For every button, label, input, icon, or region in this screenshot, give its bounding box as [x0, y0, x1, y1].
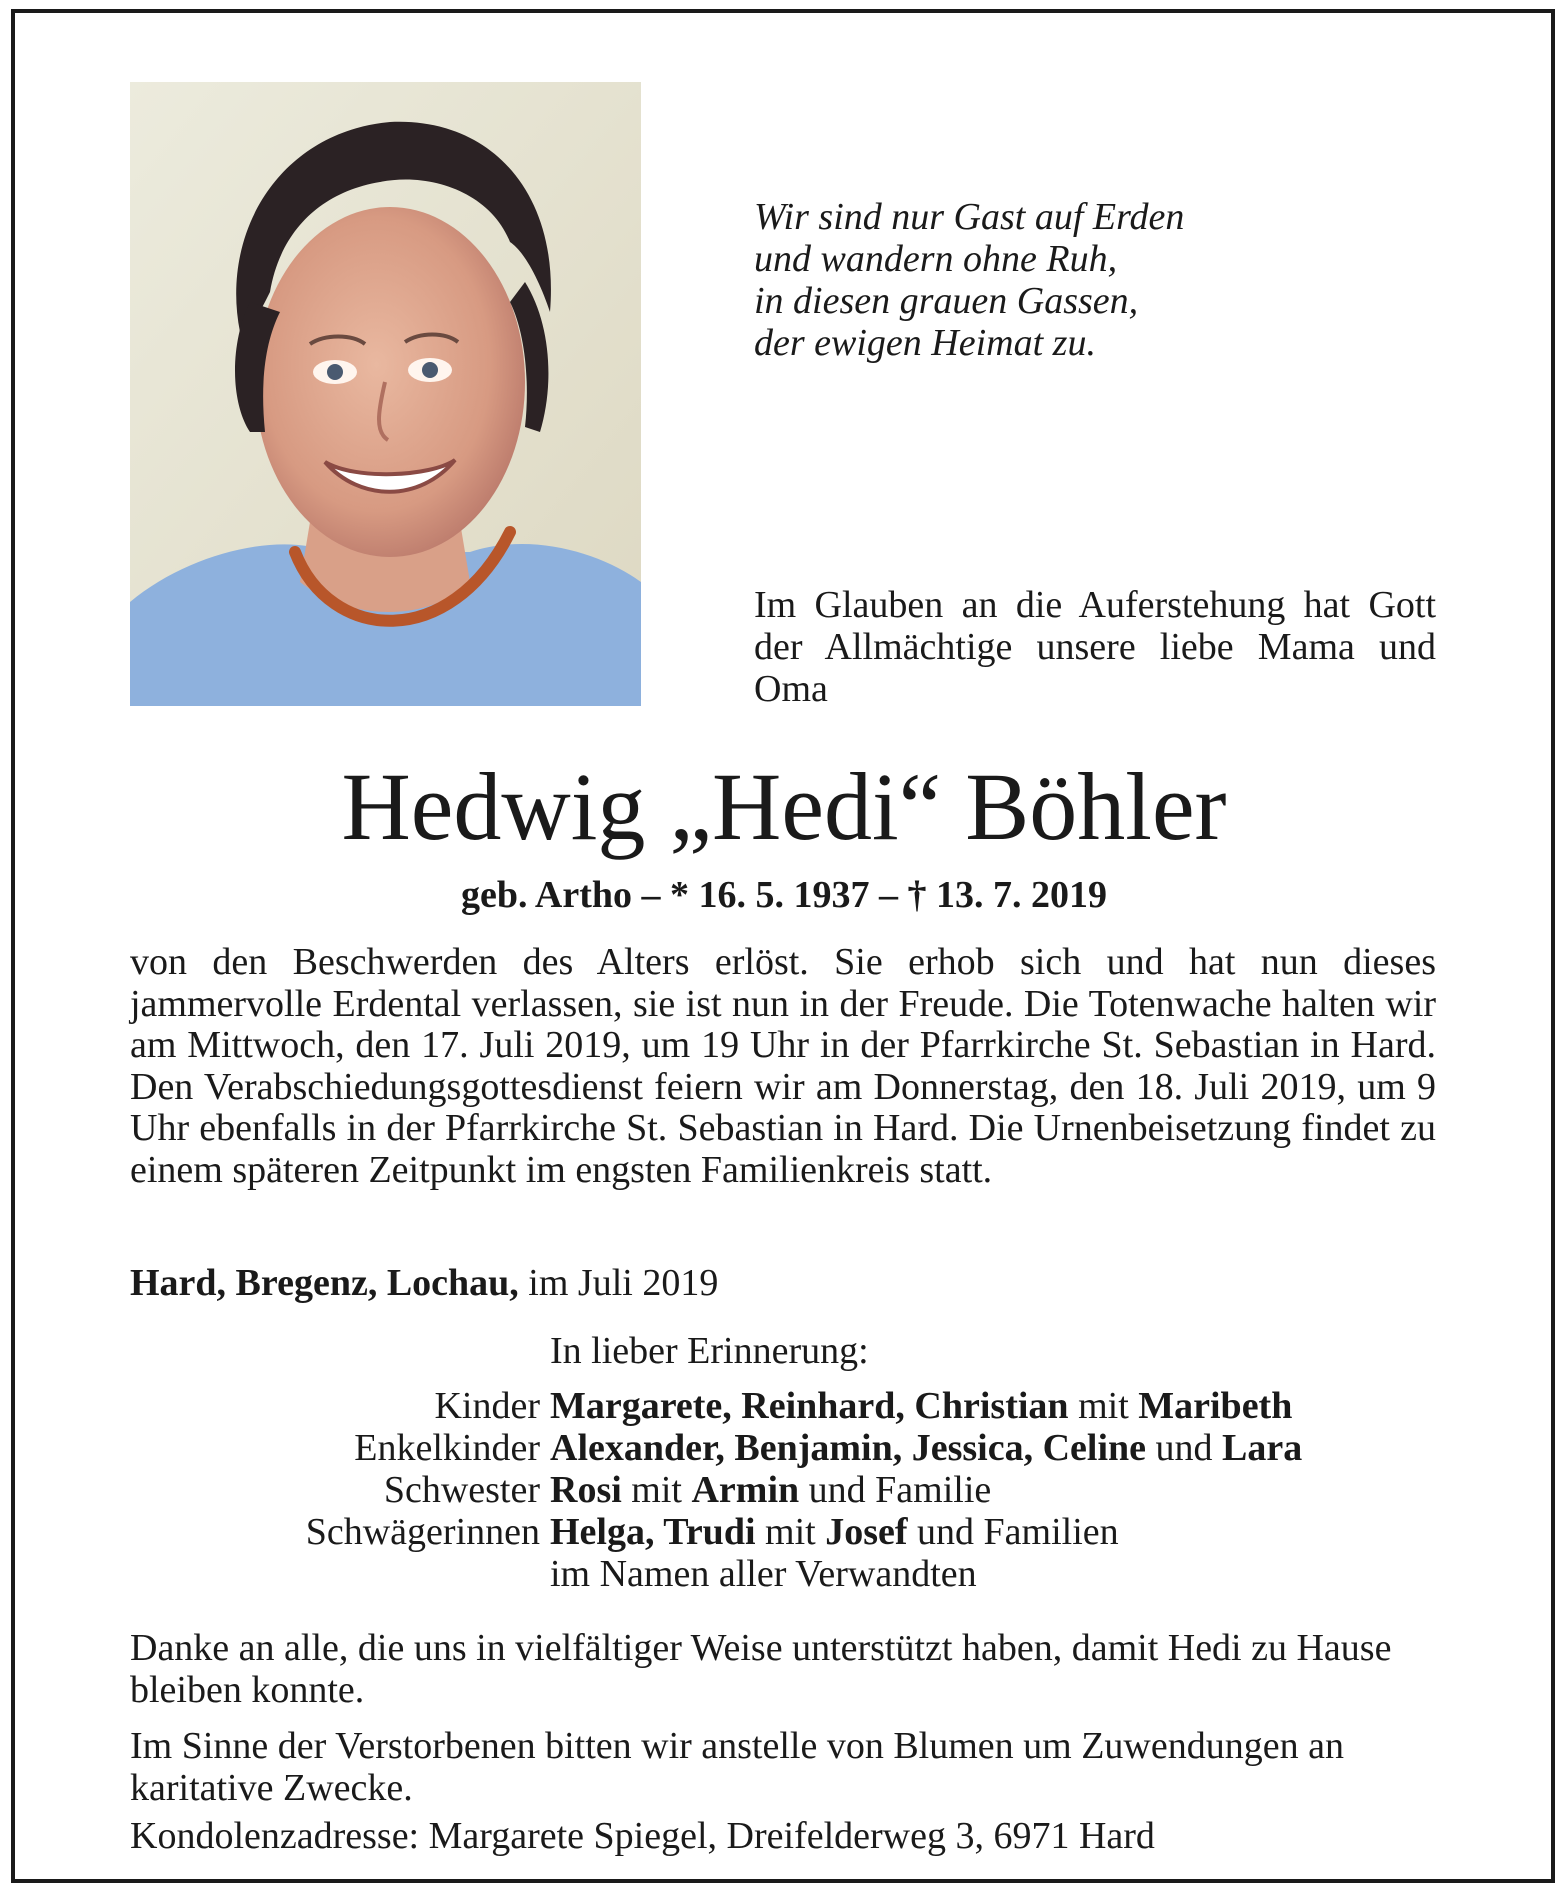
place-towns: Hard, Bregenz, Lochau,: [130, 1262, 519, 1304]
deceased-name: Hedwig „Hedi“ Böhler: [341, 753, 1227, 860]
relative-row: [130, 1511, 1460, 1553]
place-date-line: [130, 1262, 718, 1304]
relative-label: [130, 1553, 550, 1595]
place-date: im Juli 2019: [528, 1262, 719, 1304]
donation-text: Im Sinne der Verstorbenen bitten wir anstelle von Blumen um Zuwendungen an karitative Zwecke.: [130, 1725, 1344, 1809]
thanks-text: Danke an alle, die uns in vielfältiger Weise unterstützt haben, damit Hedi zu Hause bleiben konnte.: [130, 1627, 1392, 1711]
relative-names: [550, 1553, 977, 1595]
relative-name: Margarete, Reinhard, Christian: [550, 1385, 1069, 1427]
condolence-address: Kondolenzadresse: Margarete Spiegel, Dreifelderweg 3, 6971 Hard: [130, 1815, 1155, 1857]
relative-connector: mit: [755, 1511, 826, 1553]
poem-line: und wandern ohne Ruh,: [754, 238, 1118, 280]
relative-names: [550, 1385, 1292, 1427]
intro-text: Im Glauben an die Auferstehung hat Gott der Allmächtige unsere liebe Mama und Oma: [754, 584, 1436, 710]
relative-name: Maribeth: [1138, 1385, 1293, 1427]
relative-row: [130, 1385, 1460, 1427]
memory-heading: In lieber Erinnerung:: [550, 1330, 869, 1372]
poem-line: der ewigen Heimat zu.: [754, 322, 1096, 364]
relative-name: Josef: [825, 1511, 908, 1553]
relatives-list: [130, 1385, 1460, 1595]
relative-name: Rosi: [550, 1469, 622, 1511]
relative-label: Schwägerinnen: [305, 1511, 540, 1553]
poem: [754, 196, 1454, 364]
relative-connector: und Familie: [799, 1469, 992, 1511]
relative-row: [130, 1427, 1460, 1469]
relative-connector: mit: [1068, 1385, 1139, 1427]
relative-row: [130, 1469, 1460, 1511]
relative-names: [550, 1469, 991, 1511]
relative-connector: und: [1146, 1427, 1223, 1469]
relative-name: Helga, Trudi: [550, 1511, 756, 1553]
relative-label: Enkelkinder: [354, 1427, 540, 1469]
relative-name: Armin: [691, 1469, 800, 1511]
relative-row: [130, 1553, 1460, 1595]
relative-connector: im Namen aller Verwandten: [550, 1553, 977, 1595]
relative-name: Alexander, Benjamin, Jessica, Celine: [550, 1427, 1147, 1469]
relative-label: Schwester: [383, 1469, 540, 1511]
relative-names: [550, 1427, 1302, 1469]
poem-line: Wir sind nur Gast auf Erden: [754, 196, 1185, 238]
poem-line: in diesen grauen Gassen,: [754, 280, 1139, 322]
announcement-body: von den Beschwerden des Alters erlöst. Sie erhob sich und hat nun dieses jammervolle Erdental verlassen, sie ist nun in der Freude. Die Totenwache halten wir am Mittwoch, den 17. Juli 2019, um 19 Uhr in der Pfarrkirche St. Sebastian in Hard. Den Verabschiedungsgottesdienst feiern wir am Donnerstag, den 18. Juli 2019, um 9 Uhr ebenfalls in der Pfarrkirche St. Sebastian in Hard. Die Urnenbeisetzung findet zu einem späteren Zeitpunkt im engsten Familienkreis statt.: [130, 941, 1436, 1191]
relative-connector: und Familien: [907, 1511, 1119, 1553]
portrait-illustration: [130, 82, 641, 706]
relative-name: Lara: [1222, 1427, 1303, 1469]
relative-label: Kinder: [434, 1385, 540, 1427]
birth-death-dates: geb. Artho – * 16. 5. 1937 – † 13. 7. 2019: [461, 874, 1107, 916]
portrait-photo: [130, 82, 641, 706]
relative-names: [550, 1511, 1119, 1553]
relative-connector: mit: [621, 1469, 692, 1511]
